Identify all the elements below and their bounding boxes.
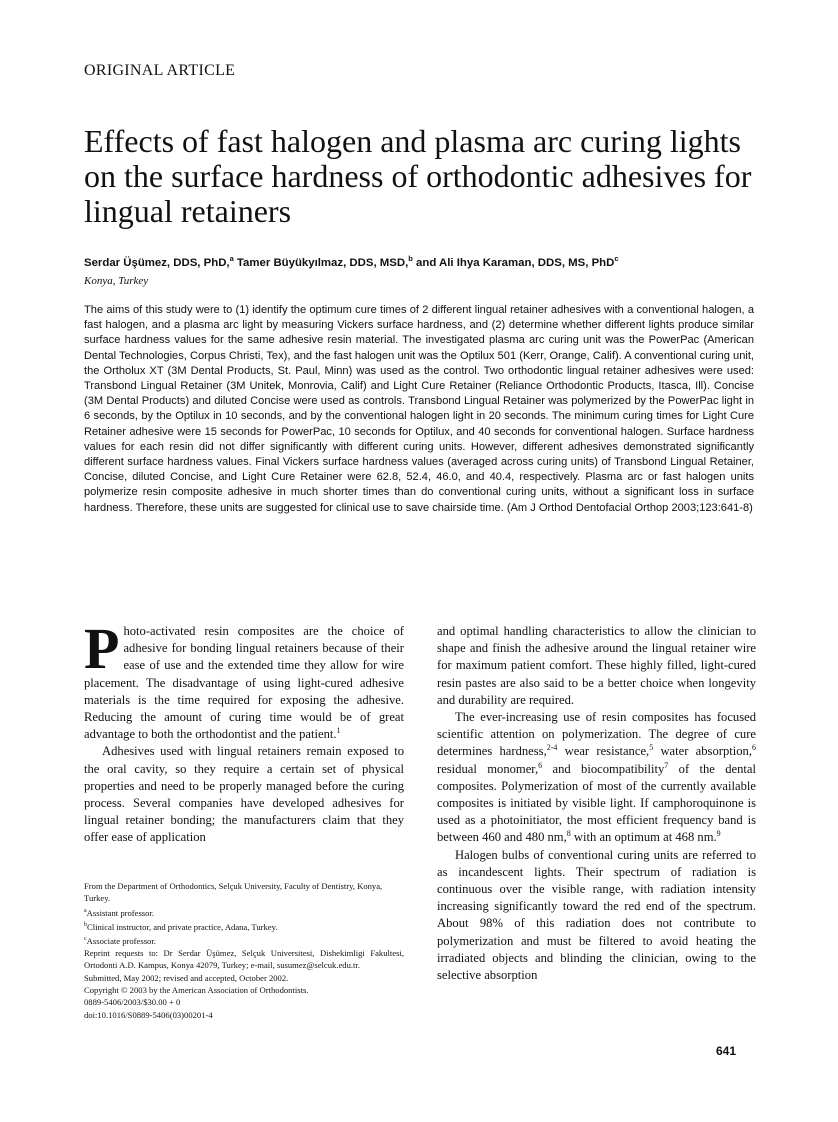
body-paragraph: Adhesives used with lingual retainers remain exposed to the oral cavity, so they require a certain set of physical properties and need to be properly managed before the curing process. Several companies have developed adhesives for lingual retainer bonding; the manufacturers claim that they offer ease of application — [84, 744, 404, 845]
paragraph-text: of the dental composites. Polymerization of most of the currently available composites is initiated by visible light. If camphoroquinone is used as a photoinitiator, the most efficient frequency band is between 460 and 480 nm, — [437, 761, 757, 845]
paragraph-text: residual monomer, — [437, 761, 539, 776]
citation-ref: 7 — [664, 760, 669, 770]
paragraph-text: and biocompatibility — [542, 761, 665, 776]
body-paragraph — [437, 709, 756, 847]
footnote-a — [84, 905, 404, 919]
author-name: Tamer Büyükyılmaz, DDS, MSD, — [233, 256, 409, 269]
footnote-copyright: Copyright © 2003 by the American Association of Orthodontists. — [84, 984, 309, 995]
article-title: Effects of fast halogen and plasma arc curing lights on the surface hardness of orthodontic adhesives for lingual retainers — [84, 123, 752, 229]
author-name: Serdar Üşümez, DDS, PhD, — [84, 256, 230, 269]
body-column-right — [437, 623, 756, 984]
citation-ref: 1 — [336, 726, 341, 736]
footnote-mark: b — [84, 921, 87, 928]
author-affiliation-mark: b — [408, 254, 413, 263]
body-column-left — [84, 616, 404, 847]
paragraph-text: with an optimum at 468 nm. — [570, 830, 717, 845]
page-number: 641 — [716, 1044, 737, 1058]
footnote-doi: doi:10.1016/S0889-5406(03)00201-4 — [84, 1009, 213, 1020]
footnote-text: Associate professor. — [86, 935, 156, 946]
footnote-b — [84, 919, 404, 933]
footnote-issn: 0889-5406/2003/$30.00 + 0 — [84, 997, 181, 1008]
section-label: ORIGINAL ARTICLE — [84, 62, 236, 79]
intro-paragraph — [84, 616, 404, 743]
footnote-text: Assistant professor. — [86, 907, 154, 918]
author-name: and Ali Ihya Karaman, DDS, MS, PhD — [412, 256, 615, 269]
author-affiliation-mark: a — [229, 254, 234, 263]
citation-ref: 2-4 — [546, 743, 558, 753]
footnote-mark: c — [84, 935, 87, 942]
citation-ref: 6 — [538, 760, 543, 770]
footnotes — [84, 880, 404, 1021]
citation-ref: 5 — [649, 743, 654, 753]
footnote-mark: a — [84, 907, 87, 914]
body-paragraph: and optimal handling characteristics to allow the clinician to shape and finish the adhesive around the lingual retainer wire for maximum patient comfort. These highly filled, light-cured resin pastes are also said to be a better choice when longevity and durability are required. — [437, 624, 756, 707]
footnote-c — [84, 933, 404, 947]
paragraph-text: water absorption, — [653, 744, 752, 759]
paragraph-text: wear resistance, — [557, 744, 650, 759]
citation-ref: 6 — [751, 743, 756, 753]
citation-ref: 8 — [566, 829, 571, 839]
paragraph-text: hoto-activated resin composites are the choice of adhesive for bonding lingual retainers because of their ease of use and the extended time they allow for wire placement. The disadvantage of using light-cured adhesive materials is the time required for exposing the adhesive. Reducing the amount of curing time would be of great advantage to both the orthodontist and the patient. — [84, 624, 404, 742]
footnote-affiliation: From the Department of Orthodontics, Selçuk University, Faculty of Dentistry, Konya, Turkey. — [84, 881, 383, 904]
footnote-reprint: Reprint requests to: Dr Serdar Üşümez, Selçuk Universitesi, Dishekimligi Fakultesi, Ortodonti A.D. Kampus, Konya 42079, Turkey; e-mail, susumez@selcuk.edu.tr. — [84, 948, 404, 971]
author-list — [84, 254, 764, 269]
drop-cap: P — [84, 616, 120, 681]
footnote-submitted: Submitted, May 2002; revised and accepted, October 2002. — [84, 972, 289, 983]
citation-ref: 9 — [716, 829, 721, 839]
author-location: Konya, Turkey — [84, 275, 149, 287]
paragraph-text: The ever-increasing use of resin composites has focused scientific attention on polymerization. The degree of cure determines hardness, — [437, 710, 756, 759]
footnote-text: Clinical instructor, and private practice, Adana, Turkey. — [87, 921, 278, 932]
author-affiliation-mark: c — [614, 254, 619, 263]
abstract: The aims of this study were to (1) identify the optimum cure times of 2 different lingual retainer adhesives with a conventional halogen, a fast halogen, and a plasma arc light by measuring Vickers surface hardness, and (2) determine whether different lights produce similar surface hardness values for the same adhesive resin material. The investigated plasma arc curing unit was the PowerPac (American Dental Technologies, Corpus Christi, Tex), and the fast halogen unit was the Optilux 501 (Kerr, Orange, Calif). A conventional curing unit, the Ortholux XT (3M Dental Products, St. Paul, Minn) was used as the control. Two orthodontic lingual retainer adhesives were used: Transbond Lingual Retainer (3M Unitek, Monrovia, Calif) and Light Cure Retainer (Reliance Orthodontic Products, Itasca, Ill). Concise (3M Dental Products) and diluted Concise were used as controls. Transbond Lingual Retainer was polymerized by the PowerPac light in 6 seconds, by the Optilux in 10 seconds, and by the conventional halogen light in 20 seconds. The minimum curing times for Light Cure Retainer adhesive were 15 seconds for PowerPac, 10 seconds for Optilux, and 40 seconds for conventional halogen. Surface hardness values for each resin did not differ significantly with different curing units. However, different adhesives demonstrated significantly different surface hardness values. Final Vickers surface hardness values (averaged across curing units) of Transbond Lingual Retainer, Concise, diluted Concise, and Light Cure Retainer were 62.8, 52.4, 46.0, and 40.4, respectively. Plasma arc or fast halogen units polymerize resin composite adhesive in much shorter times than do conventional curing units, without a significant loss in surface hardness. Therefore, these units are suggested for clinical use to save chairside time. (Am J Orthod Dentofacial Orthop 2003;123:641-8) — [84, 304, 754, 514]
body-paragraph: Halogen bulbs of conventional curing units are referred to as incandescent lights. Their spectrum of radiation is continuous over the visible range, with radiation intensity increasing significantly toward the red end of the spectrum. About 98% of this radiation does not contribute to polymerization and must be filtered to avoid heating the irradiated objects and blinding the clinician, owing to the selective absorption — [437, 847, 756, 983]
